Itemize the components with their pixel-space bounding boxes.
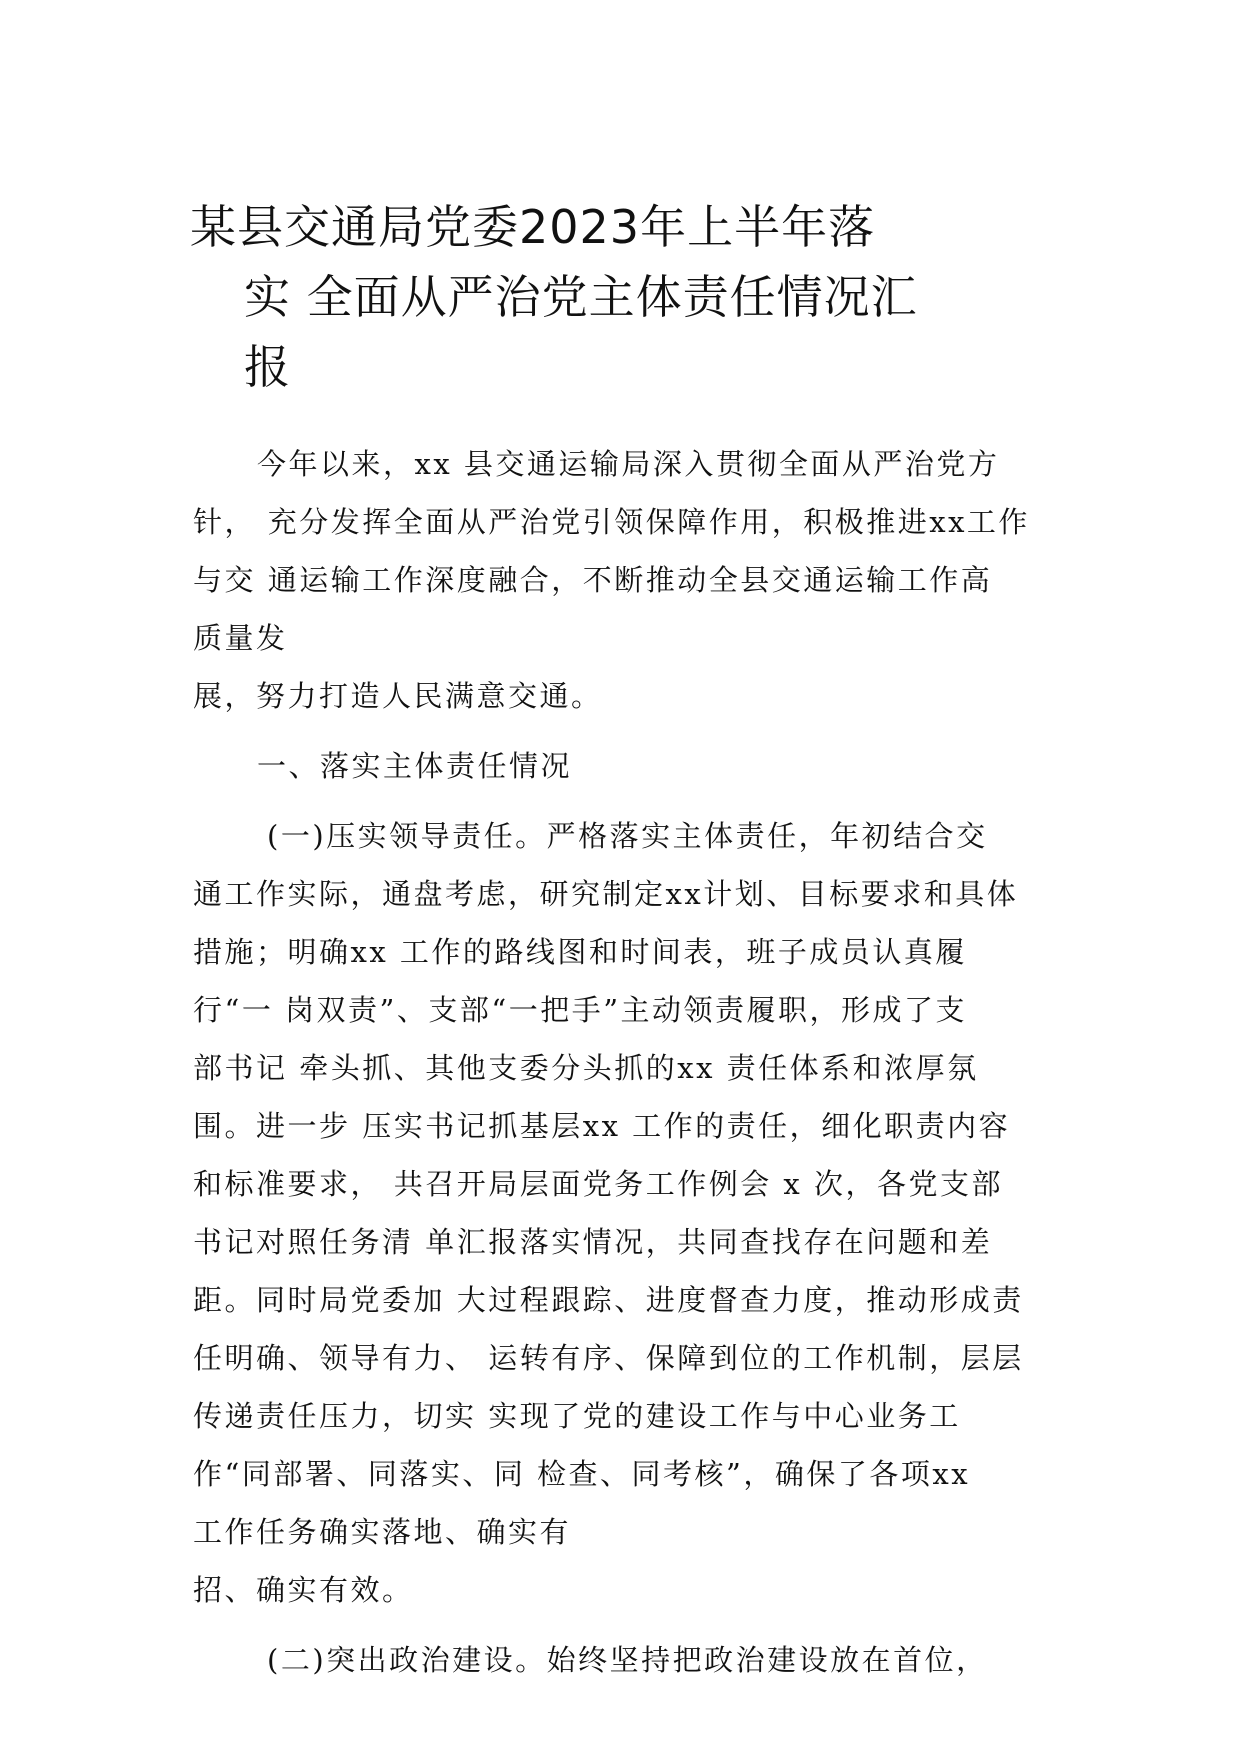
text-line: (二)突出政治建设。始终坚持把政治建设放在首位，	[267, 1643, 988, 1677]
text-line: 招、确实有效。	[193, 1573, 414, 1607]
text-line: 针， 充分发挥全面从严治党引领保障作用，积极推进xx工作	[193, 505, 1030, 539]
paragraph-gap	[193, 725, 1093, 737]
intro-paragraph	[193, 435, 1093, 725]
text-line: 今年以来，xx 县交通运输局深入贯彻全面从严治党方	[257, 447, 1000, 481]
heading-line: 一、落实主体责任情况	[257, 749, 573, 783]
title-line: 报	[244, 340, 291, 394]
paragraph-gap	[193, 795, 1093, 807]
body-paragraph	[193, 1631, 1093, 1689]
section-heading	[193, 737, 1093, 795]
body-paragraph	[193, 807, 1093, 1619]
document-body	[193, 435, 1093, 1689]
text-line: 展，努力打造人民满意交通。	[193, 679, 603, 713]
text-line: 与交 通运输工作深度融合，不断推动全县交通运输工作高	[193, 563, 993, 597]
paragraph-gap	[193, 1619, 1093, 1631]
text-line: 质量发	[193, 621, 288, 655]
text-line: 工作任务确实落地、确实有	[193, 1515, 572, 1549]
title-line: 实 全面从严治党主体责任情况汇	[244, 270, 918, 324]
text-line: 行“一 岗双责”、支部“一把手”主动领责履职，形成了支	[193, 993, 968, 1027]
text-line: 书记对照任务清 单汇报落实情况，共同查找存在问题和差	[193, 1225, 993, 1259]
text-line: 措施；明确xx 工作的路线图和时间表，班子成员认真履	[193, 935, 967, 969]
text-line: 作“同部署、同落实、同 检查、同考核”，确保了各项xx	[193, 1457, 971, 1491]
text-line: 任明确、领导有力、 运转有序、保障到位的工作机制，层层	[193, 1341, 1024, 1375]
text-line: 部书记 牵头抓、其他支委分头抓的xx 责任体系和浓厚氛	[193, 1051, 979, 1085]
text-line: 和标准要求， 共召开局层面党务工作例会 x 次，各党支部	[193, 1167, 1004, 1201]
text-line: 通工作实际，通盘考虑，研究制定xx计划、目标要求和具体	[193, 877, 1019, 911]
document-title	[190, 192, 1070, 402]
text-line: 传递责任压力，切实 实现了党的建设工作与中心业务工	[193, 1399, 961, 1433]
title-line: 某县交通局党委2023年上半年落	[190, 200, 876, 254]
text-line: 距。同时局党委加 大过程跟踪、进度督查力度，推动形成责	[193, 1283, 1024, 1317]
text-line: 围。进一步 压实书记抓基层xx 工作的责任，细化职责内容	[193, 1109, 1011, 1143]
text-line: (一)压实领导责任。严格落实主体责任，年初结合交	[267, 819, 988, 853]
